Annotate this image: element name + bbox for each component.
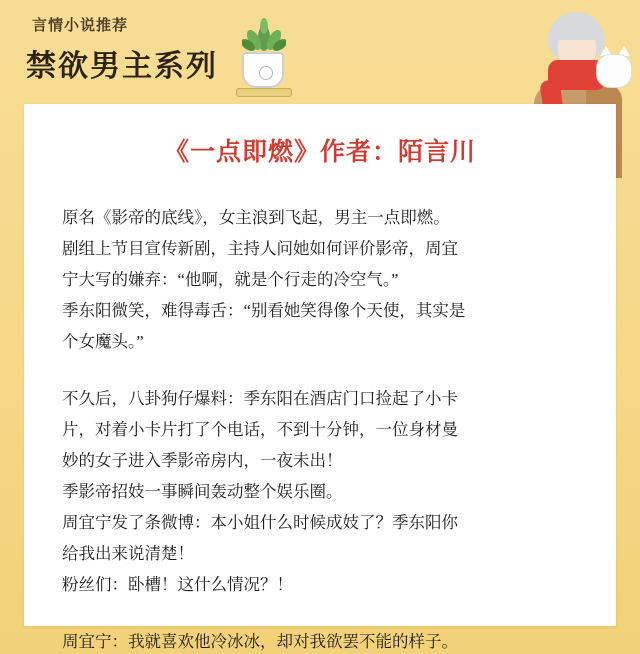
novel-description bbox=[24, 168, 616, 654]
potted-plant-icon bbox=[228, 12, 298, 100]
text-line: 周宜宁：我就喜欢他冷冰冰，却对我欲罢不能的样子。 bbox=[62, 632, 458, 651]
novel-title: 《一点即燃》作者：陌言川 bbox=[163, 139, 476, 166]
text-line: 片，对着小卡片打了个电话，不到十分钟，一位身材曼 bbox=[62, 420, 458, 439]
text-line: 原名《影帝的底线》，女主浪到飞起，男主一点即燃。 bbox=[62, 208, 450, 227]
cat-icon bbox=[596, 54, 632, 88]
bottom-strip bbox=[0, 626, 640, 654]
header bbox=[0, 0, 640, 104]
pot-logo bbox=[259, 66, 273, 80]
plant-saucer bbox=[236, 88, 292, 97]
text-line: 个女魔头。” bbox=[62, 332, 144, 351]
content-card bbox=[24, 104, 616, 651]
paragraph-2 bbox=[62, 383, 578, 600]
text-line: 不久后，八卦狗仔爆料：季东阳在酒店门口捡起了小卡 bbox=[62, 389, 458, 408]
text-line: 周宜宁发了条微博：本小姐什么时候成妓了？季东阳你 bbox=[62, 513, 458, 532]
text-line: 妙的女子进入季影帝房内，一夜未出！ bbox=[62, 451, 343, 470]
succulent-leaves-icon bbox=[242, 12, 286, 56]
text-line: 剧组上节目宣传新剧，主持人问她如何评价影帝，周宜 bbox=[62, 239, 458, 258]
header-subtitle: 言情小说推荐 bbox=[32, 18, 129, 34]
girl-fringe bbox=[552, 18, 602, 40]
plant-pot bbox=[242, 52, 284, 88]
paragraph-1 bbox=[62, 202, 578, 357]
text-line: 给我出来说清楚！ bbox=[62, 544, 194, 563]
text-line: 季东阳微笑，难得毒舌：“别看她笑得像个天使，其实是 bbox=[62, 301, 466, 320]
text-line: 季影帝招妓一事瞬间轰动整个娱乐圈。 bbox=[62, 482, 343, 501]
text-line: 粉丝们：卧槽！这什么情况？！ bbox=[62, 575, 293, 594]
text-line: 宁大写的嫌弃：“他啊，就是个行走的冷空气。” bbox=[62, 270, 399, 289]
page-title: 禁欲男主系列 bbox=[26, 50, 218, 83]
